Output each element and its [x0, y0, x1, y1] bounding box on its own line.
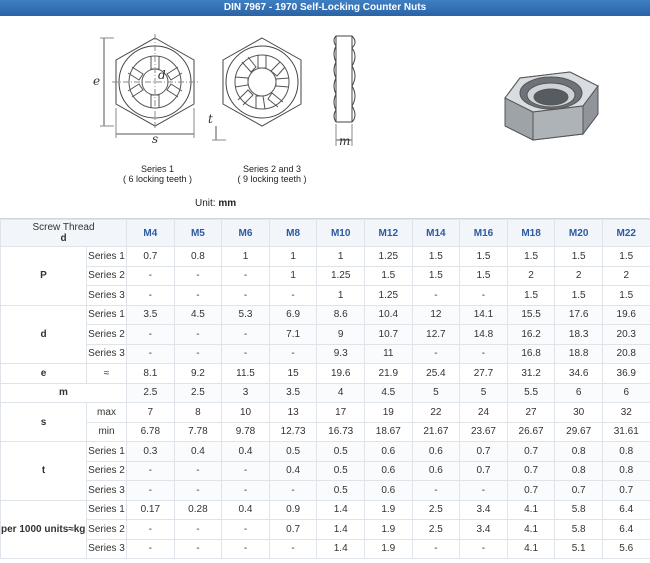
value-cell: 32: [602, 403, 650, 423]
value-cell: 4.1: [507, 500, 555, 520]
value-cell: 5: [412, 383, 460, 403]
value-cell: 17: [317, 403, 365, 423]
value-cell: 1: [317, 286, 365, 306]
value-cell: -: [412, 286, 460, 306]
value-cell: 16.73: [317, 422, 365, 442]
value-cell: 14.8: [460, 325, 508, 345]
value-cell: 6.4: [602, 520, 650, 540]
value-cell: 29.67: [555, 422, 603, 442]
value-cell: -: [222, 461, 270, 481]
value-cell: 1.5: [602, 247, 650, 267]
size-header: M14: [412, 220, 460, 247]
series1-front-view: [100, 34, 198, 138]
value-cell: 0.3: [127, 442, 175, 462]
series23-name: Series 2 and 3: [242, 164, 302, 174]
sub-label: Series 2: [87, 461, 127, 481]
series1-teeth: ( 6 locking teeth ): [122, 174, 193, 184]
series23-caption: [222, 164, 322, 184]
value-cell: 9.3: [317, 344, 365, 364]
nut-photo: [505, 72, 598, 140]
value-cell: 6.9: [269, 305, 317, 325]
sub-label: Series 2: [87, 325, 127, 345]
value-cell: -: [174, 325, 222, 345]
table-row: [1, 481, 650, 501]
value-cell: 12.7: [412, 325, 460, 345]
value-cell: 0.8: [555, 461, 603, 481]
value-cell: 6.4: [602, 500, 650, 520]
value-cell: -: [127, 520, 175, 540]
value-cell: 1.5: [364, 266, 412, 286]
series23-teeth: ( 9 locking teeth ): [237, 174, 307, 184]
value-cell: 1.5: [602, 286, 650, 306]
value-cell: -: [460, 481, 508, 501]
value-cell: -: [127, 539, 175, 559]
spec-table: [0, 219, 650, 559]
value-cell: 8: [174, 403, 222, 423]
value-cell: 19: [364, 403, 412, 423]
param-label: P: [1, 247, 87, 306]
table-row: [1, 520, 650, 540]
value-cell: 0.5: [317, 442, 365, 462]
value-cell: 1.25: [364, 286, 412, 306]
value-cell: 1.5: [412, 266, 460, 286]
value-cell: 0.4: [222, 442, 270, 462]
value-cell: 18.67: [364, 422, 412, 442]
sub-label: min: [87, 422, 127, 442]
page-title: DIN 7967 - 1970 Self-Locking Counter Nuts: [0, 0, 650, 16]
value-cell: 1.4: [317, 539, 365, 559]
value-cell: 16.8: [507, 344, 555, 364]
value-cell: 21.9: [364, 364, 412, 384]
value-cell: 0.4: [174, 442, 222, 462]
value-cell: 0.4: [269, 461, 317, 481]
value-cell: 23.67: [460, 422, 508, 442]
size-header: M10: [317, 220, 365, 247]
value-cell: 0.7: [602, 481, 650, 501]
label-d: d: [158, 68, 166, 82]
value-cell: 12: [412, 305, 460, 325]
value-cell: 4: [317, 383, 365, 403]
value-cell: 2.5: [127, 383, 175, 403]
table-row: [1, 305, 650, 325]
value-cell: 9.2: [174, 364, 222, 384]
value-cell: 0.7: [460, 442, 508, 462]
value-cell: 6: [602, 383, 650, 403]
value-cell: 1.5: [555, 286, 603, 306]
table-row: [1, 325, 650, 345]
sub-label: Series 3: [87, 286, 127, 306]
value-cell: 14.1: [460, 305, 508, 325]
sub-label: Series 2: [87, 520, 127, 540]
value-cell: 16.2: [507, 325, 555, 345]
value-cell: 3.5: [269, 383, 317, 403]
value-cell: 2.5: [412, 500, 460, 520]
sub-label: Series 1: [87, 305, 127, 325]
value-cell: -: [174, 461, 222, 481]
series1-name: Series 1: [140, 164, 175, 174]
param-label: s: [1, 403, 87, 442]
sub-label: ≈: [87, 364, 127, 384]
value-cell: -: [412, 344, 460, 364]
value-cell: 8.6: [317, 305, 365, 325]
value-cell: 6: [555, 383, 603, 403]
value-cell: -: [174, 520, 222, 540]
value-cell: 1: [269, 266, 317, 286]
value-cell: 0.7: [507, 442, 555, 462]
label-m: m: [339, 134, 351, 148]
value-cell: 5.8: [555, 520, 603, 540]
value-cell: 4.1: [507, 539, 555, 559]
value-cell: -: [269, 286, 317, 306]
value-cell: 1: [222, 247, 270, 267]
value-cell: 1.5: [460, 266, 508, 286]
value-cell: -: [412, 539, 460, 559]
value-cell: 6.78: [127, 422, 175, 442]
size-header: M4: [127, 220, 175, 247]
value-cell: -: [222, 481, 270, 501]
value-cell: 1: [269, 247, 317, 267]
value-cell: 0.7: [507, 461, 555, 481]
value-cell: 11: [364, 344, 412, 364]
value-cell: -: [222, 520, 270, 540]
value-cell: 27.7: [460, 364, 508, 384]
corner-line2: d: [60, 233, 67, 244]
value-cell: 3.4: [460, 500, 508, 520]
value-cell: 36.9: [602, 364, 650, 384]
value-cell: 12.73: [269, 422, 317, 442]
param-label: d: [1, 305, 87, 364]
value-cell: 10: [222, 403, 270, 423]
value-cell: 11.5: [222, 364, 270, 384]
value-cell: 1.9: [364, 520, 412, 540]
corner-header: [1, 220, 127, 247]
value-cell: 5.8: [555, 500, 603, 520]
value-cell: 0.8: [555, 442, 603, 462]
value-cell: 7.1: [269, 325, 317, 345]
table-row: [1, 539, 650, 559]
value-cell: 1.5: [460, 247, 508, 267]
value-cell: 0.28: [174, 500, 222, 520]
value-cell: 2: [555, 266, 603, 286]
sub-label: max: [87, 403, 127, 423]
size-header: M12: [364, 220, 412, 247]
unit-note: [195, 198, 236, 209]
unit-label: Unit:: [195, 198, 216, 209]
value-cell: 20.3: [602, 325, 650, 345]
value-cell: 1.4: [317, 500, 365, 520]
label-e: e: [93, 74, 101, 88]
value-cell: 0.7: [127, 247, 175, 267]
value-cell: 1.5: [412, 247, 460, 267]
value-cell: -: [222, 539, 270, 559]
value-cell: 1: [317, 247, 365, 267]
value-cell: 8.1: [127, 364, 175, 384]
sub-label: Series 2: [87, 266, 127, 286]
value-cell: -: [460, 344, 508, 364]
value-cell: 0.6: [364, 442, 412, 462]
value-cell: -: [127, 266, 175, 286]
value-cell: 10.4: [364, 305, 412, 325]
label-t: t: [208, 112, 213, 126]
value-cell: -: [174, 266, 222, 286]
value-cell: 1.25: [317, 266, 365, 286]
table-row: [1, 442, 650, 462]
value-cell: 0.6: [364, 461, 412, 481]
value-cell: 0.6: [412, 442, 460, 462]
value-cell: 1.9: [364, 500, 412, 520]
value-cell: 0.6: [412, 461, 460, 481]
value-cell: 5.6: [602, 539, 650, 559]
value-cell: -: [269, 481, 317, 501]
value-cell: 7.78: [174, 422, 222, 442]
nut-drawings: [0, 16, 650, 218]
value-cell: -: [222, 286, 270, 306]
value-cell: 31.61: [602, 422, 650, 442]
value-cell: -: [174, 539, 222, 559]
value-cell: 31.2: [507, 364, 555, 384]
size-header: M5: [174, 220, 222, 247]
value-cell: 9.78: [222, 422, 270, 442]
series23-front-view: [212, 38, 301, 140]
value-cell: -: [222, 325, 270, 345]
technical-drawing: [0, 16, 650, 219]
value-cell: 0.4: [222, 500, 270, 520]
value-cell: 4.1: [507, 520, 555, 540]
param-label: t: [1, 442, 87, 501]
size-header: M8: [269, 220, 317, 247]
table-row: [1, 247, 650, 267]
value-cell: -: [127, 286, 175, 306]
value-cell: 1.5: [555, 247, 603, 267]
value-cell: -: [460, 539, 508, 559]
corner-line1: Screw Thread: [32, 222, 95, 233]
value-cell: 2: [602, 266, 650, 286]
value-cell: 0.5: [269, 442, 317, 462]
value-cell: 30: [555, 403, 603, 423]
value-cell: 18.3: [555, 325, 603, 345]
table-row: [1, 344, 650, 364]
value-cell: 1.5: [507, 286, 555, 306]
value-cell: 4.5: [364, 383, 412, 403]
value-cell: -: [222, 344, 270, 364]
value-cell: -: [127, 325, 175, 345]
value-cell: -: [174, 286, 222, 306]
table-row: [1, 500, 650, 520]
table-row: [1, 383, 650, 403]
value-cell: 2.5: [174, 383, 222, 403]
size-header: M22: [602, 220, 650, 247]
value-cell: 0.7: [460, 461, 508, 481]
value-cell: -: [127, 461, 175, 481]
value-cell: 4.5: [174, 305, 222, 325]
value-cell: -: [174, 481, 222, 501]
sub-label: Series 1: [87, 247, 127, 267]
value-cell: -: [269, 344, 317, 364]
spec-body: [1, 247, 650, 559]
sub-label: Series 3: [87, 539, 127, 559]
value-cell: 15.5: [507, 305, 555, 325]
value-cell: -: [127, 481, 175, 501]
value-cell: -: [222, 266, 270, 286]
param-label: per 1000 units≈kg: [1, 500, 87, 559]
value-cell: 1.25: [364, 247, 412, 267]
table-row: [1, 364, 650, 384]
value-cell: 0.7: [507, 481, 555, 501]
value-cell: -: [269, 539, 317, 559]
value-cell: 19.6: [602, 305, 650, 325]
side-view: [334, 36, 355, 146]
value-cell: 17.6: [555, 305, 603, 325]
value-cell: 3: [222, 383, 270, 403]
value-cell: 9: [317, 325, 365, 345]
value-cell: -: [127, 344, 175, 364]
size-header: M6: [222, 220, 270, 247]
value-cell: 0.9: [269, 500, 317, 520]
value-cell: 2: [507, 266, 555, 286]
value-cell: 0.5: [317, 481, 365, 501]
value-cell: 3.5: [127, 305, 175, 325]
value-cell: 1.9: [364, 539, 412, 559]
value-cell: 0.8: [602, 442, 650, 462]
value-cell: 18.8: [555, 344, 603, 364]
value-cell: -: [412, 481, 460, 501]
value-cell: 0.7: [269, 520, 317, 540]
value-cell: 24: [460, 403, 508, 423]
value-cell: 0.7: [555, 481, 603, 501]
value-cell: -: [174, 344, 222, 364]
sub-label: Series 1: [87, 442, 127, 462]
value-cell: 5.1: [555, 539, 603, 559]
value-cell: 5.5: [507, 383, 555, 403]
label-s: s: [152, 132, 159, 146]
value-cell: 20.8: [602, 344, 650, 364]
value-cell: 10.7: [364, 325, 412, 345]
value-cell: -: [460, 286, 508, 306]
size-header: M18: [507, 220, 555, 247]
value-cell: 0.6: [364, 481, 412, 501]
value-cell: 25.4: [412, 364, 460, 384]
table-row: [1, 461, 650, 481]
value-cell: 13: [269, 403, 317, 423]
sub-label: Series 3: [87, 481, 127, 501]
sub-label: Series 3: [87, 344, 127, 364]
value-cell: 1.5: [507, 247, 555, 267]
size-header: M16: [460, 220, 508, 247]
value-cell: 26.67: [507, 422, 555, 442]
value-cell: 0.17: [127, 500, 175, 520]
value-cell: 15: [269, 364, 317, 384]
value-cell: 19.6: [317, 364, 365, 384]
param-label: e: [1, 364, 87, 384]
table-row: [1, 403, 650, 423]
table-row: [1, 266, 650, 286]
header-row: [1, 220, 650, 247]
value-cell: 34.6: [555, 364, 603, 384]
sub-label: Series 1: [87, 500, 127, 520]
value-cell: 5: [460, 383, 508, 403]
value-cell: 5.3: [222, 305, 270, 325]
value-cell: 27: [507, 403, 555, 423]
value-cell: 0.8: [174, 247, 222, 267]
value-cell: 0.5: [317, 461, 365, 481]
size-header: M20: [555, 220, 603, 247]
value-cell: 1.4: [317, 520, 365, 540]
value-cell: 7: [127, 403, 175, 423]
value-cell: 22: [412, 403, 460, 423]
value-cell: 2.5: [412, 520, 460, 540]
value-cell: 3.4: [460, 520, 508, 540]
value-cell: 0.8: [602, 461, 650, 481]
table-row: [1, 422, 650, 442]
param-label: m: [1, 383, 127, 403]
value-cell: 21.67: [412, 422, 460, 442]
series1-caption: [115, 164, 200, 184]
unit-value: mm: [218, 198, 237, 209]
table-row: [1, 286, 650, 306]
